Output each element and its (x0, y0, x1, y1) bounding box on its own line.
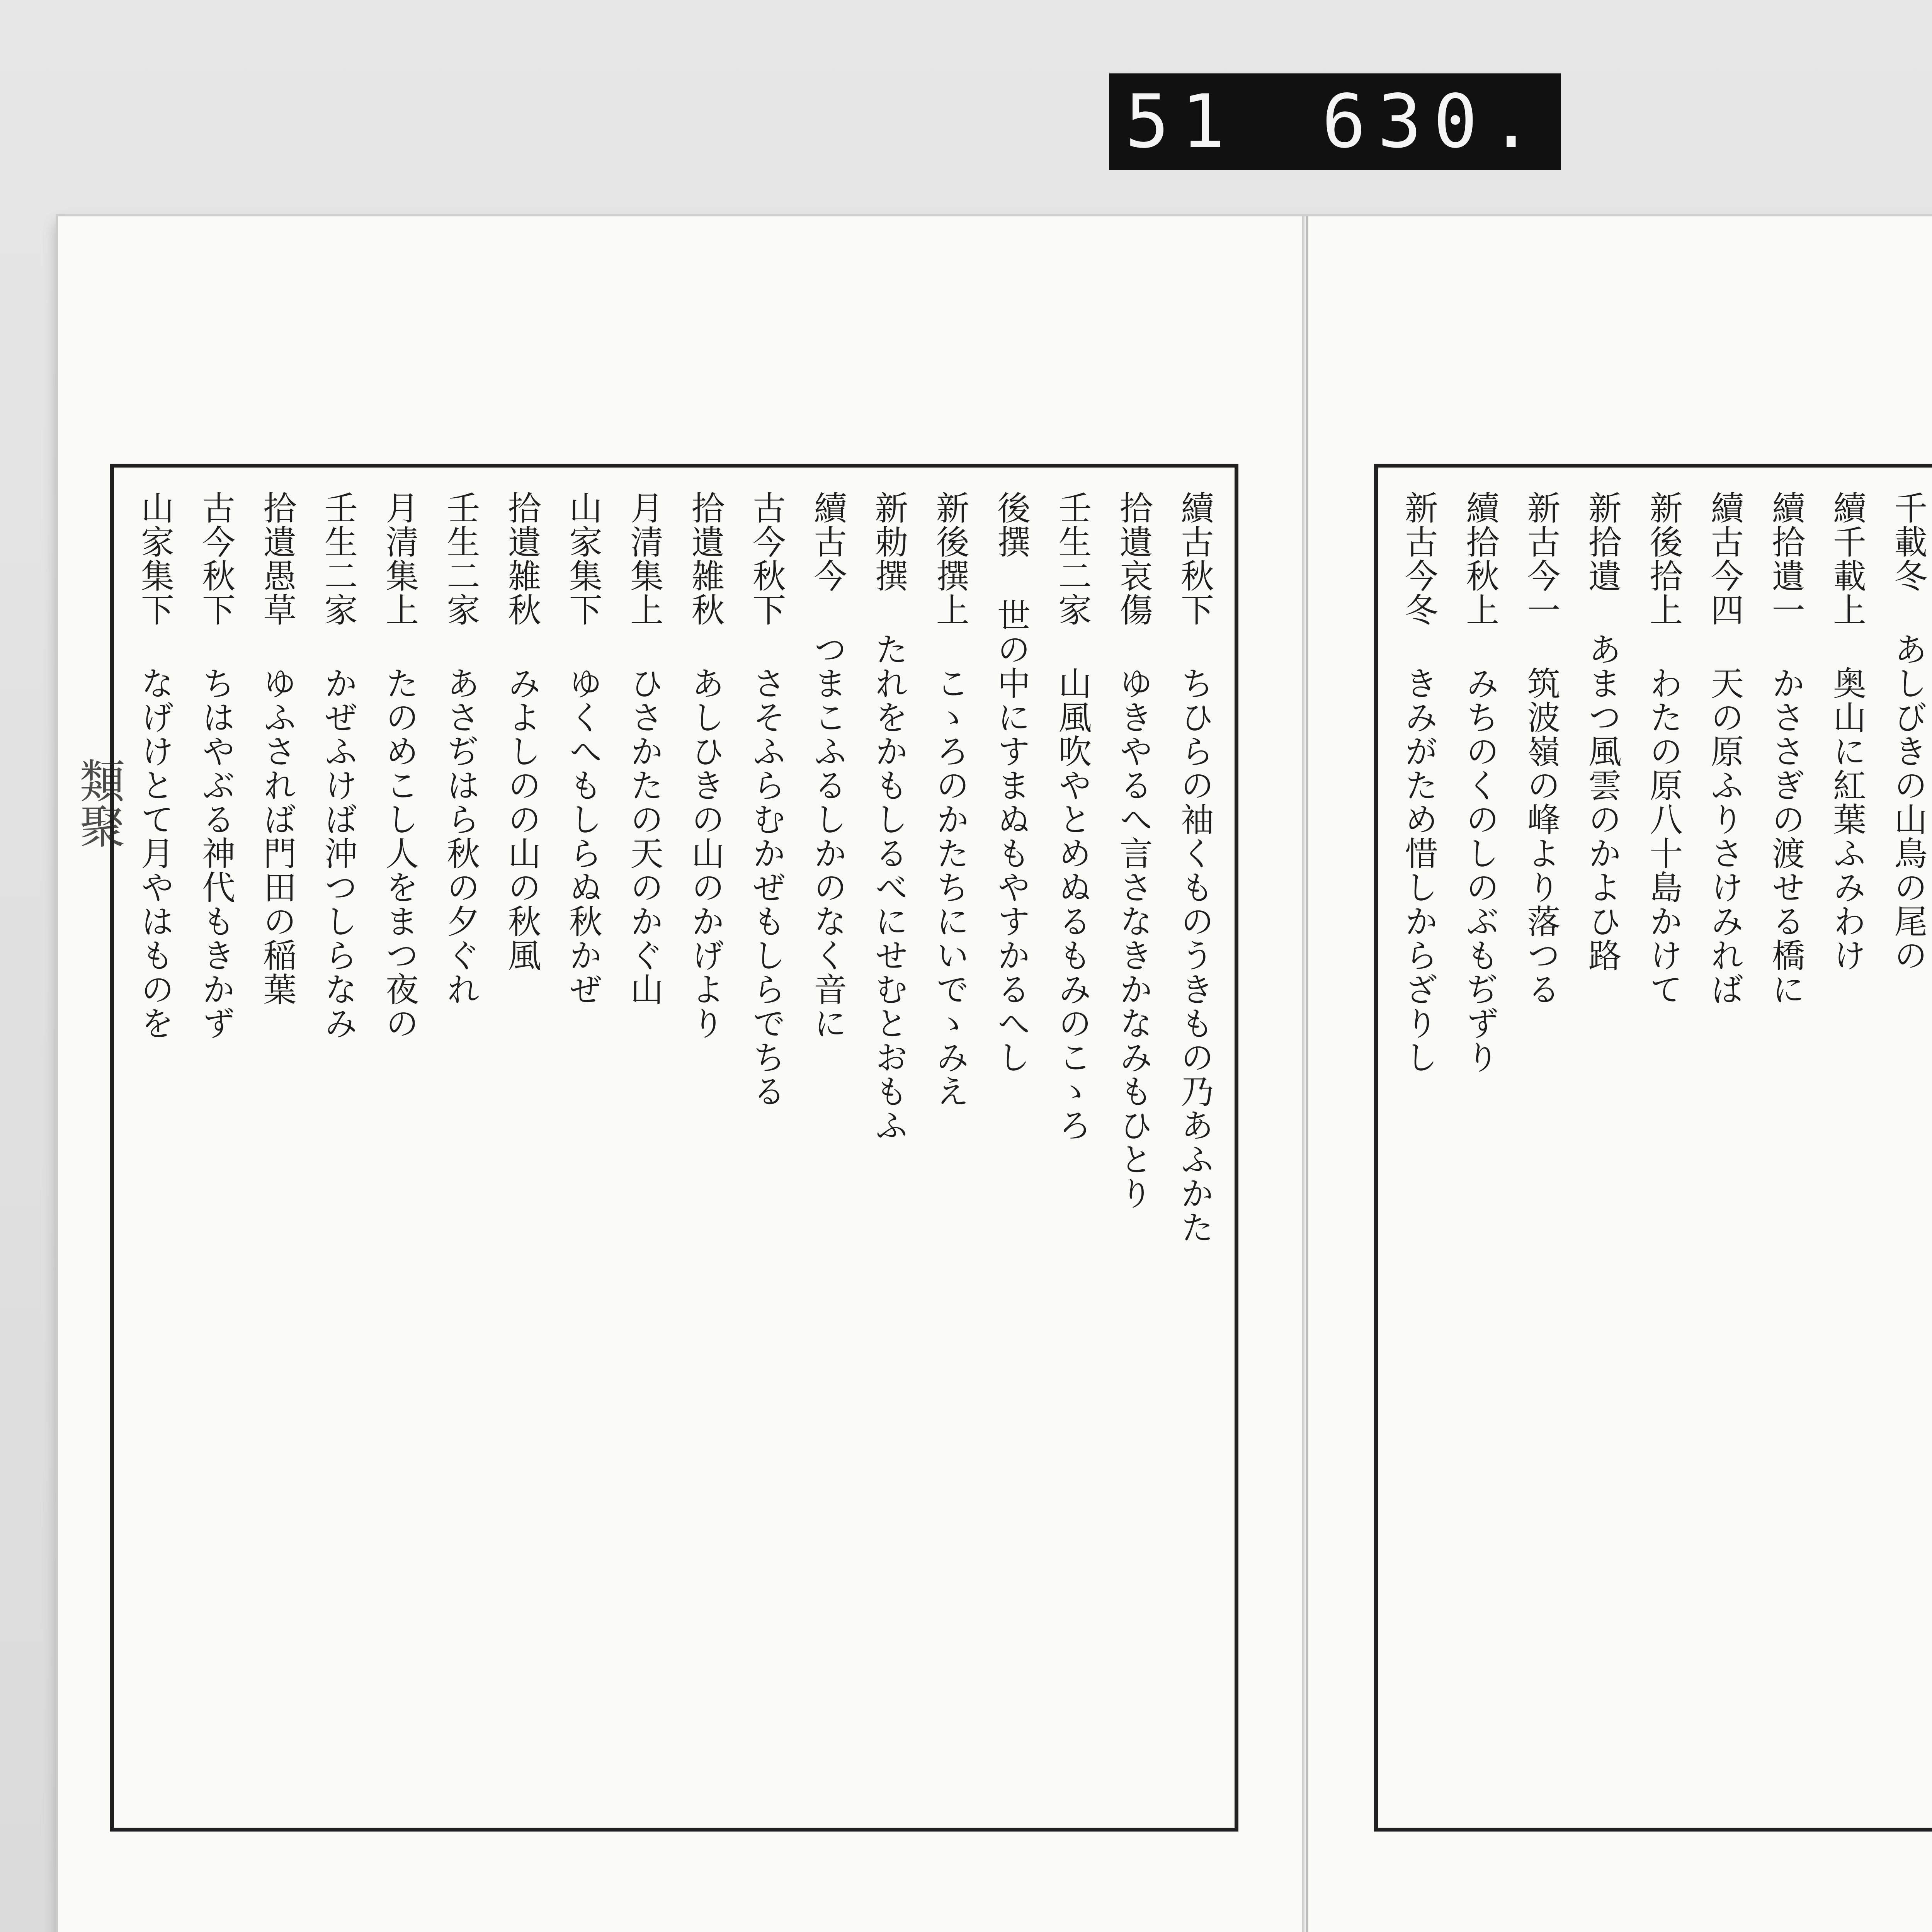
text-column: 續拾秋上 みちのくのしのぶもぢずり (1460, 491, 1499, 1074)
text-column: 山家集下 なげけとて月やはものを (135, 491, 174, 1040)
text-column: 月清集上 たのめこし人をまつ夜の (380, 491, 419, 1040)
text-column: 新古今一 筑波嶺の峰より落つる (1521, 491, 1560, 1006)
right-page (1306, 216, 1932, 1932)
catalog-label (1109, 73, 1561, 170)
text-column: 新古今冬 きみがため惜しからざりし (1399, 491, 1438, 1074)
text-column: 山家集下 ゆくへもしらぬ秋かぜ (563, 491, 602, 1006)
text-column: 新後拾上 わたの原八十島かけて (1644, 491, 1683, 1006)
left-page-frame (110, 464, 1238, 1832)
text-column: 新勅撰 たれをかもしるべにせむとおもふ (869, 491, 908, 1142)
text-column: 拾遺愚草 ゆふされば門田の稲葉 (257, 491, 296, 1006)
left-page (58, 216, 1308, 1932)
text-column: 續古今四 天の原ふりさけみれば (1705, 491, 1744, 1006)
text-column: 續古秋下 ちひらの袖くものうきもの乃あふかた (1175, 491, 1214, 1244)
text-column: 壬生二家 あさぢはら秋の夕ぐれ (441, 491, 480, 1006)
text-column: 壬生二家 かぜふけば沖つしらなみ (318, 491, 357, 1040)
text-column: 月清集上 ひさかたの天のかぐ山 (624, 491, 663, 1006)
left-side-mark: 類聚 (72, 757, 125, 849)
right-page-frame (1374, 464, 1932, 1832)
text-column: 續古今 つまこふるしかのなく音に (808, 491, 847, 1040)
text-column: 千載冬 あしびきの山鳥の尾の (1888, 491, 1927, 972)
text-column: 續千載上 奥山に紅葉ふみわけ (1827, 491, 1866, 972)
text-column: 續拾遺一 かささぎの渡せる橋に (1766, 491, 1805, 1006)
text-column: 拾遺哀傷 ゆきやるへ言さなきかなみもひとり (1114, 491, 1153, 1210)
text-column: 後撰 世の中にすまぬもやすかるへし (992, 491, 1031, 1074)
text-column: 新後撰上 こゝろのかたちにいでゝみえ (930, 491, 969, 1108)
open-book (58, 216, 1932, 1932)
right-text-columns (1400, 491, 1932, 1805)
catalog-label-right: 630. (1321, 79, 1545, 164)
text-column: 古今秋下 さそふらむかぜもしらでちる (747, 491, 786, 1108)
text-column: 古今秋下 ちはやぶる神代もきかず (196, 491, 235, 1040)
text-column: 拾遺雑秋 あしひきの山のかげより (685, 491, 724, 1040)
text-column: 壬生二家 山風吹やとめぬるもみのこゝろ (1053, 491, 1092, 1142)
text-column: 新拾遺 あまつ風雲のかよひ路 (1582, 491, 1621, 972)
catalog-label-left: 51 (1125, 79, 1237, 164)
left-text-columns (136, 491, 1212, 1805)
text-column: 拾遺雑秋 みよしのの山の秋風 (502, 491, 541, 972)
